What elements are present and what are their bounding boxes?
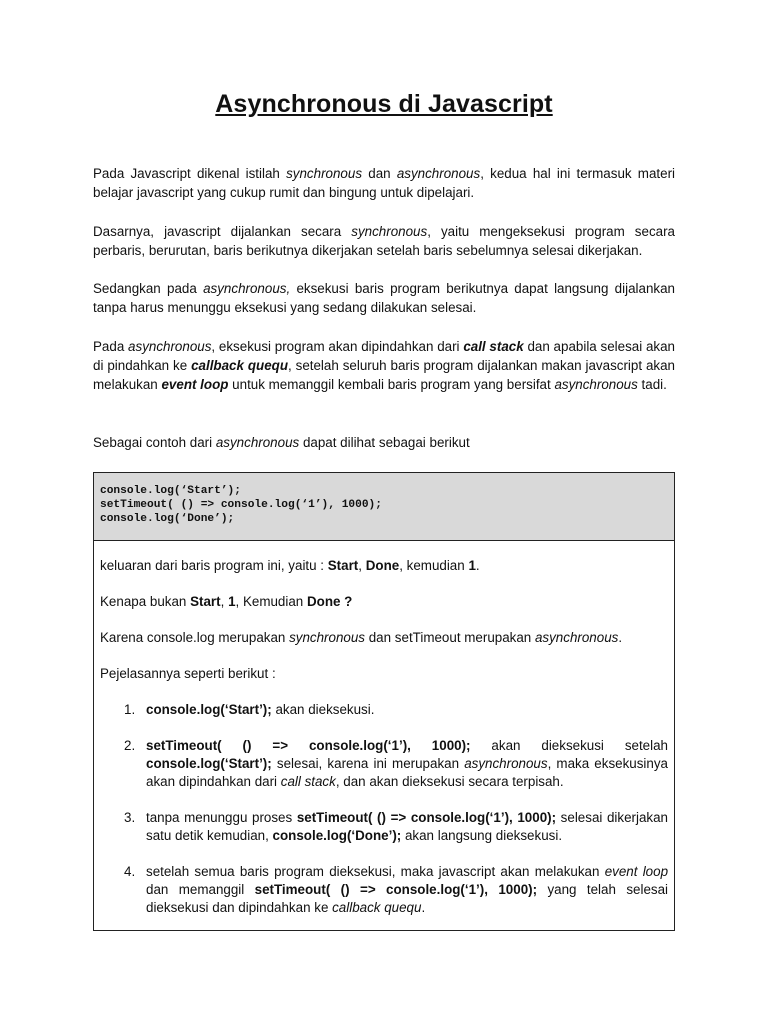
output-start: Start <box>327 558 359 573</box>
question-line <box>100 593 667 611</box>
text: selesai dikerjakan satu detik kemudian, <box>146 810 669 843</box>
code-ref: console.log(‘Done’); <box>272 827 402 843</box>
term-asynchronous: asynchronous <box>534 630 619 645</box>
code-line: setTimeout( () => console.log(‘1’), 1000); <box>100 498 382 511</box>
text: . <box>421 899 426 915</box>
list-text <box>146 701 668 719</box>
paragraph-intro <box>93 164 675 202</box>
output-description <box>100 557 667 575</box>
list-number: 3. <box>124 810 136 825</box>
term-call-stack: call stack <box>280 773 336 789</box>
text: Karena console.log merupakan <box>100 630 290 645</box>
output-start: Start <box>190 594 221 609</box>
text: akan langsung dieksekusi. <box>401 827 563 843</box>
output-one: 1 <box>468 558 476 573</box>
output-one: 1 <box>228 594 236 609</box>
text: dan <box>362 166 397 181</box>
text: , <box>358 558 366 573</box>
text: Dasarnya, javascript dijalankan secara <box>93 224 352 239</box>
text: akan dieksekusi setelah <box>470 738 669 753</box>
term-asynchronous: asynchronous, <box>203 281 291 296</box>
term-asynchronous: asynchronous <box>464 755 548 771</box>
term-asynchronous: asynchronous <box>396 166 481 181</box>
text: , kemudian <box>399 558 469 573</box>
text: . <box>618 630 623 645</box>
term-call-stack: call stack <box>463 339 524 354</box>
term-asynchronous: asynchronous <box>128 339 212 354</box>
text: yang telah selesai dieksekusi dan dipindahkan ke <box>146 881 669 915</box>
text: , dan akan dieksekusi secara terpisah. <box>335 773 564 789</box>
text: , kedua hal ini termasuk materi belajar javascript yang cukup rumit dan bingung untuk dipelajari. <box>93 166 676 201</box>
code-block <box>94 473 674 541</box>
term-synchronous: synchronous <box>286 166 363 181</box>
text: , Kemudian <box>235 594 307 609</box>
text: , <box>220 594 229 609</box>
list-text <box>146 737 668 790</box>
list-text <box>146 809 668 845</box>
text: keluaran dari baris program ini, yaitu : <box>100 558 328 573</box>
text: , yaitu mengeksekusi program secara perbaris, berurutan, baris berikutnya dikerjakan setelah baris sebelumnya selesai dikerjakan. <box>93 224 675 259</box>
reason-line <box>100 629 667 647</box>
list-text <box>146 863 668 916</box>
code-line: console.log(‘Done’); <box>100 512 235 525</box>
text: dapat dilihat sebagai berikut <box>299 435 470 450</box>
text: dan setTimeout merupakan <box>365 630 535 645</box>
explanation-heading: Pejelasannya seperti berikut : <box>100 666 276 681</box>
text: , setelah seluruh baris program dijalankan makan javascript akan melakukan <box>93 358 675 393</box>
text: Pada <box>93 339 129 354</box>
text: , maka eksekusinya akan dipindahkan dari <box>146 755 668 789</box>
term-asynchronous: asynchronous <box>215 435 300 450</box>
code-ref: setTimeout( () => console.log(‘1’), 1000); <box>146 738 471 753</box>
text: , eksekusi program akan dipindahkan dari <box>211 339 464 354</box>
output-done: Done ? <box>306 594 353 609</box>
page-title: Asynchronous di Javascript <box>215 90 553 118</box>
list-number: 4. <box>124 864 136 879</box>
code-ref: setTimeout( () => console.log(‘1’), 1000); <box>254 881 538 897</box>
text: akan dieksekusi. <box>271 702 375 717</box>
term-callback-quequ: callback quequ <box>191 358 288 374</box>
term-synchronous: synchronous <box>351 224 428 239</box>
list-number: 2. <box>124 738 136 753</box>
paragraph-example-intro <box>93 433 675 452</box>
paragraph-asynchronous <box>93 279 675 317</box>
text: setelah semua baris program dieksekusi, maka javascript akan melakukan <box>146 864 605 879</box>
text: untuk memanggil kembali baris program yang bersifat <box>228 377 555 393</box>
term-event-loop: event loop <box>604 864 669 879</box>
text: Sebagai contoh dari <box>93 435 216 450</box>
text: eksekusi baris program berikutnya dapat langsung dijalankan tanpa harus menunggu eksekusi yang sedang dilakukan selesai. <box>93 281 675 316</box>
paragraph-event-loop <box>93 337 675 395</box>
code-line: console.log(‘Start’); <box>100 485 241 497</box>
text: tanpa menunggu proses <box>146 810 297 825</box>
code-ref: console.log(‘Start’); <box>146 755 272 771</box>
text: Kenapa bukan <box>100 594 191 609</box>
text: tadi. <box>637 377 667 393</box>
paragraph-synchronous <box>93 222 675 260</box>
code-ref: setTimeout( () => console.log(‘1’), 1000); <box>296 810 557 825</box>
text: Pada Javascript dikenal istilah <box>93 166 287 181</box>
code-ref: console.log(‘Start’); <box>146 702 272 717</box>
term-event-loop: event loop <box>161 377 229 393</box>
output-done: Done <box>365 558 400 573</box>
text: dan apabila selesai akan di pindahkan ke <box>93 339 675 374</box>
list-number: 1. <box>124 702 136 717</box>
text: Sedangkan pada <box>93 281 204 296</box>
example-box <box>93 472 675 931</box>
term-synchronous: synchronous <box>289 630 366 645</box>
term-asynchronous: asynchronous <box>554 377 638 393</box>
term-callback-quequ: callback quequ <box>332 899 422 915</box>
text: . <box>475 558 480 573</box>
text: dan memanggil <box>146 881 255 897</box>
text: selesai, karena ini merupakan <box>271 755 465 771</box>
